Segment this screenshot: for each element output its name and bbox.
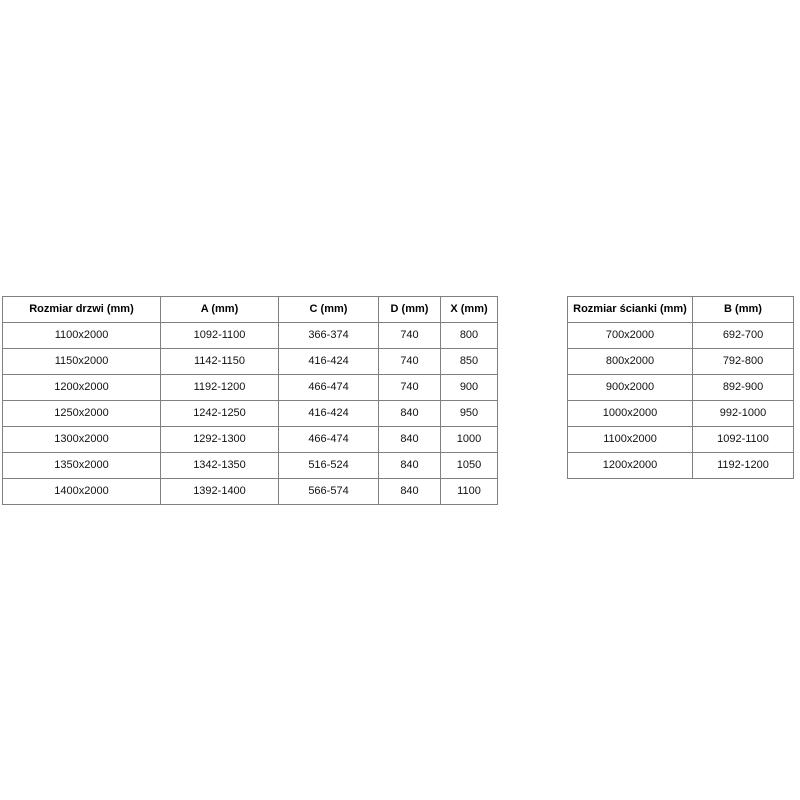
table-cell: 840 [379,401,441,427]
table-cell: 1192-1200 [161,375,279,401]
table-row [3,349,498,375]
table-cell: 1200x2000 [568,453,693,479]
column-header: X (mm) [441,297,498,323]
table-cell: 516-524 [279,453,379,479]
table-cell: 740 [379,375,441,401]
table-cell: 1350x2000 [3,453,161,479]
table-cell: 1250x2000 [3,401,161,427]
table-header-row [568,297,794,323]
table-cell: 1100x2000 [568,427,693,453]
table-row [3,323,498,349]
table-cell: 800 [441,323,498,349]
table-row [3,427,498,453]
table-row [568,323,794,349]
column-header: Rozmiar drzwi (mm) [3,297,161,323]
column-header: Rozmiar ścianki (mm) [568,297,693,323]
table-cell: 1100 [441,479,498,505]
table-row [568,401,794,427]
table-row [568,427,794,453]
wall-dimensions-table [567,296,794,479]
table-cell: 466-474 [279,375,379,401]
table-cell: 1092-1100 [161,323,279,349]
table-row [568,349,794,375]
table-cell: 950 [441,401,498,427]
table-cell: 1392-1400 [161,479,279,505]
table-cell: 992-1000 [693,401,794,427]
table-cell: 1092-1100 [693,427,794,453]
table-cell: 700x2000 [568,323,693,349]
table-cell: 1192-1200 [693,453,794,479]
table-cell: 1342-1350 [161,453,279,479]
table-cell: 1000x2000 [568,401,693,427]
table-row [3,375,498,401]
table-row [568,375,794,401]
table-cell: 416-424 [279,349,379,375]
table-cell: 740 [379,323,441,349]
table-cell: 1200x2000 [3,375,161,401]
table-cell: 692-700 [693,323,794,349]
table-row [3,401,498,427]
table-cell: 1400x2000 [3,479,161,505]
table-cell: 1000 [441,427,498,453]
table-cell: 566-574 [279,479,379,505]
column-header: B (mm) [693,297,794,323]
table-cell: 900 [441,375,498,401]
table-cell: 466-474 [279,427,379,453]
table-cell: 892-900 [693,375,794,401]
table-cell: 840 [379,453,441,479]
table-cell: 1050 [441,453,498,479]
table-cell: 1242-1250 [161,401,279,427]
table-cell: 850 [441,349,498,375]
table-cell: 1100x2000 [3,323,161,349]
column-header: A (mm) [161,297,279,323]
column-header: C (mm) [279,297,379,323]
column-header: D (mm) [379,297,441,323]
table-cell: 740 [379,349,441,375]
table-cell: 1150x2000 [3,349,161,375]
table-cell: 792-800 [693,349,794,375]
table-cell: 1142-1150 [161,349,279,375]
table-cell: 900x2000 [568,375,693,401]
table-cell: 840 [379,427,441,453]
table-cell: 800x2000 [568,349,693,375]
table-header-row [3,297,498,323]
table-row [3,453,498,479]
table-cell: 416-424 [279,401,379,427]
table-cell: 366-374 [279,323,379,349]
door-dimensions-table [2,296,498,505]
table-cell: 1300x2000 [3,427,161,453]
table-cell: 840 [379,479,441,505]
table-row [3,479,498,505]
table-row [568,453,794,479]
table-cell: 1292-1300 [161,427,279,453]
